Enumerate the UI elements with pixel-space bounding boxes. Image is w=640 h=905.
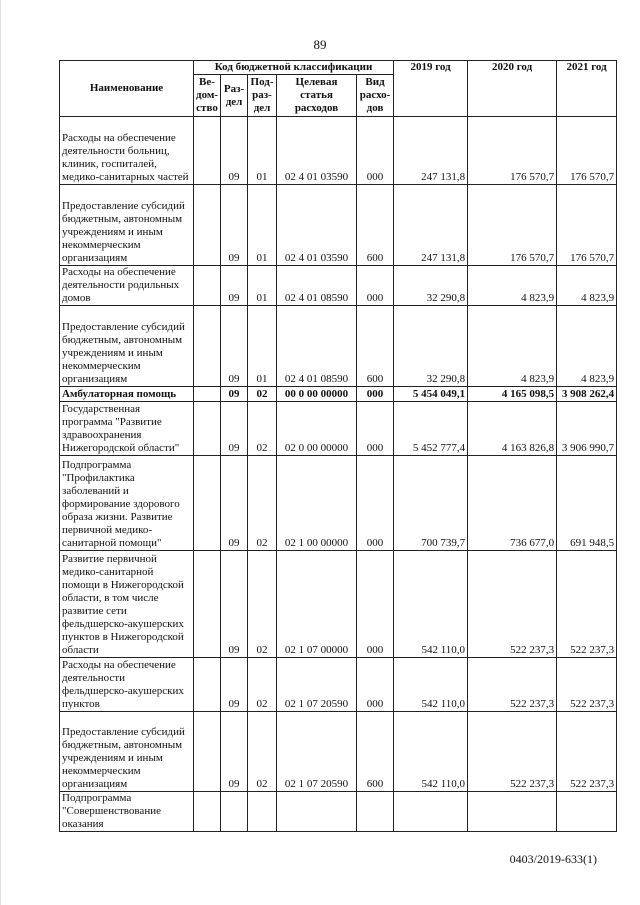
row-razdel: 09: [221, 185, 248, 266]
header-name: Наименование: [60, 61, 194, 117]
header-row-top: [60, 61, 617, 75]
row-vid: 600: [357, 306, 394, 387]
header-podrazdel: Под- раз- дел: [248, 75, 277, 117]
row-podrazdel: 01: [248, 117, 277, 185]
table-row: [60, 456, 617, 551]
table-row: [60, 266, 617, 306]
row-value-2021: 3 908 262,4: [557, 387, 617, 402]
row-vid: 000: [357, 456, 394, 551]
table-row: [60, 712, 617, 792]
row-name: Предоставление субсидий бюджетным, автономным учреждениям и иным некоммерческим организациям: [60, 712, 194, 792]
table-row: [60, 792, 617, 832]
row-vedomstvo: [194, 117, 221, 185]
row-value-2020: 4 163 826,8: [468, 402, 557, 456]
row-value-2019: 5 454 049,1: [394, 387, 468, 402]
table-row: [60, 658, 617, 712]
header-2021: 2021 год: [557, 61, 617, 117]
row-podrazdel: [248, 792, 277, 832]
row-value-2019: 5 452 777,4: [394, 402, 468, 456]
row-vid: 000: [357, 551, 394, 658]
row-name: Развитие первичной медико-санитарной помощи в Нижегородской области, в том числе развитие сети фельдшерско-акушерских пунктов в Нижегородской области: [60, 551, 194, 658]
row-vid: 600: [357, 712, 394, 792]
row-name: Расходы на обеспечение деятельности больниц, клиник, госпиталей, медико-санитарных частей: [60, 117, 194, 185]
row-value-2021: 176 570,7: [557, 117, 617, 185]
header-vedomstvo: Ве- дом- ство: [194, 75, 221, 117]
row-value-2019: 542 110,0: [394, 712, 468, 792]
row-article: 02 4 01 08590: [277, 266, 357, 306]
row-article: [277, 792, 357, 832]
table-row: [60, 117, 617, 185]
row-vid: 000: [357, 266, 394, 306]
row-razdel: 09: [221, 551, 248, 658]
row-value-2019: 247 131,8: [394, 117, 468, 185]
row-value-2019: 542 110,0: [394, 551, 468, 658]
row-name: Предоставление субсидий бюджетным, автономным учреждениям и иным некоммерческим организациям: [60, 185, 194, 266]
row-value-2020: 176 570,7: [468, 117, 557, 185]
row-value-2020: [468, 792, 557, 832]
row-podrazdel: 02: [248, 712, 277, 792]
row-value-2021: 4 823,9: [557, 266, 617, 306]
row-vedomstvo: [194, 266, 221, 306]
row-vid: [357, 792, 394, 832]
table-row: [60, 185, 617, 266]
row-vedomstvo: [194, 658, 221, 712]
row-name: Подпрограмма "Совершенствование оказания: [60, 792, 194, 832]
row-vedomstvo: [194, 551, 221, 658]
row-vedomstvo: [194, 402, 221, 456]
row-value-2020: 4 165 098,5: [468, 387, 557, 402]
row-razdel: 09: [221, 456, 248, 551]
row-value-2021: 691 948,5: [557, 456, 617, 551]
table-row: [60, 402, 617, 456]
row-value-2020: 522 237,3: [468, 551, 557, 658]
table-row: [60, 551, 617, 658]
header-2020: 2020 год: [468, 61, 557, 117]
budget-table: [59, 60, 617, 832]
row-razdel: [221, 792, 248, 832]
header-article: Целевая статья расходов: [277, 75, 357, 117]
table-row: [60, 387, 617, 402]
row-podrazdel: 02: [248, 456, 277, 551]
row-value-2019: 700 739,7: [394, 456, 468, 551]
row-vedomstvo: [194, 456, 221, 551]
row-value-2020: 176 570,7: [468, 185, 557, 266]
row-podrazdel: 01: [248, 185, 277, 266]
row-razdel: 09: [221, 402, 248, 456]
sheet-edge: [0, 0, 1, 905]
row-value-2019: 247 131,8: [394, 185, 468, 266]
row-article: 02 4 01 03590: [277, 117, 357, 185]
row-value-2019: 32 290,8: [394, 306, 468, 387]
row-name: Амбулаторная помощь: [60, 387, 194, 402]
row-value-2021: 522 237,3: [557, 658, 617, 712]
row-value-2021: 176 570,7: [557, 185, 617, 266]
row-vedomstvo: [194, 387, 221, 402]
row-razdel: 09: [221, 712, 248, 792]
row-vedomstvo: [194, 712, 221, 792]
row-vedomstvo: [194, 185, 221, 266]
row-podrazdel: 02: [248, 551, 277, 658]
row-article: 00 0 00 00000: [277, 387, 357, 402]
row-razdel: 09: [221, 117, 248, 185]
row-article: 02 1 00 00000: [277, 456, 357, 551]
row-vedomstvo: [194, 306, 221, 387]
header-vid: Вид расхо- дов: [357, 75, 394, 117]
row-vid: 000: [357, 658, 394, 712]
page-number: 89: [313, 37, 327, 52]
row-value-2021: 3 906 990,7: [557, 402, 617, 456]
row-value-2020: 522 237,3: [468, 658, 557, 712]
row-name: Расходы на обеспечение деятельности родильных домов: [60, 266, 194, 306]
row-value-2019: 32 290,8: [394, 266, 468, 306]
row-article: 02 1 07 00000: [277, 551, 357, 658]
table-row: [60, 306, 617, 387]
row-article: 02 4 01 03590: [277, 185, 357, 266]
header-razdel: Раз- дел: [221, 75, 248, 117]
row-podrazdel: 01: [248, 266, 277, 306]
row-value-2020: 4 823,9: [468, 266, 557, 306]
row-value-2019: [394, 792, 468, 832]
row-value-2021: 522 237,3: [557, 551, 617, 658]
row-value-2020: 736 677,0: [468, 456, 557, 551]
row-name: Подпрограмма "Профилактика заболеваний и формирование здорового образа жизни. Развитие первичной медико-санитарной помощи": [60, 456, 194, 551]
document-code: 0403/2019-633(1): [509, 852, 597, 866]
row-article: 02 1 07 20590: [277, 712, 357, 792]
row-vid: 000: [357, 402, 394, 456]
row-vid: 000: [357, 117, 394, 185]
row-podrazdel: 02: [248, 658, 277, 712]
row-name: Государственная программа "Развитие здравоохранения Нижегородской области": [60, 402, 194, 456]
row-podrazdel: 02: [248, 402, 277, 456]
row-value-2021: 4 823,9: [557, 306, 617, 387]
row-razdel: 09: [221, 266, 248, 306]
header-code-group: Код бюджетной классификации: [194, 61, 394, 75]
row-article: 02 1 07 20590: [277, 658, 357, 712]
row-article: 02 4 01 08590: [277, 306, 357, 387]
row-value-2019: 542 110,0: [394, 658, 468, 712]
row-razdel: 09: [221, 387, 248, 402]
row-vid: 600: [357, 185, 394, 266]
row-vedomstvo: [194, 792, 221, 832]
row-name: Предоставление субсидий бюджетным, автономным учреждениям и иным некоммерческим организациям: [60, 306, 194, 387]
row-article: 02 0 00 00000: [277, 402, 357, 456]
row-value-2020: 522 237,3: [468, 712, 557, 792]
row-name: Расходы на обеспечение деятельности фельдшерско-акушерских пунктов: [60, 658, 194, 712]
row-podrazdel: 01: [248, 306, 277, 387]
row-value-2021: 522 237,3: [557, 712, 617, 792]
row-value-2021: [557, 792, 617, 832]
row-razdel: 09: [221, 306, 248, 387]
row-razdel: 09: [221, 658, 248, 712]
row-podrazdel: 02: [248, 387, 277, 402]
header-2019: 2019 год: [394, 61, 468, 117]
row-vid: 000: [357, 387, 394, 402]
row-value-2020: 4 823,9: [468, 306, 557, 387]
